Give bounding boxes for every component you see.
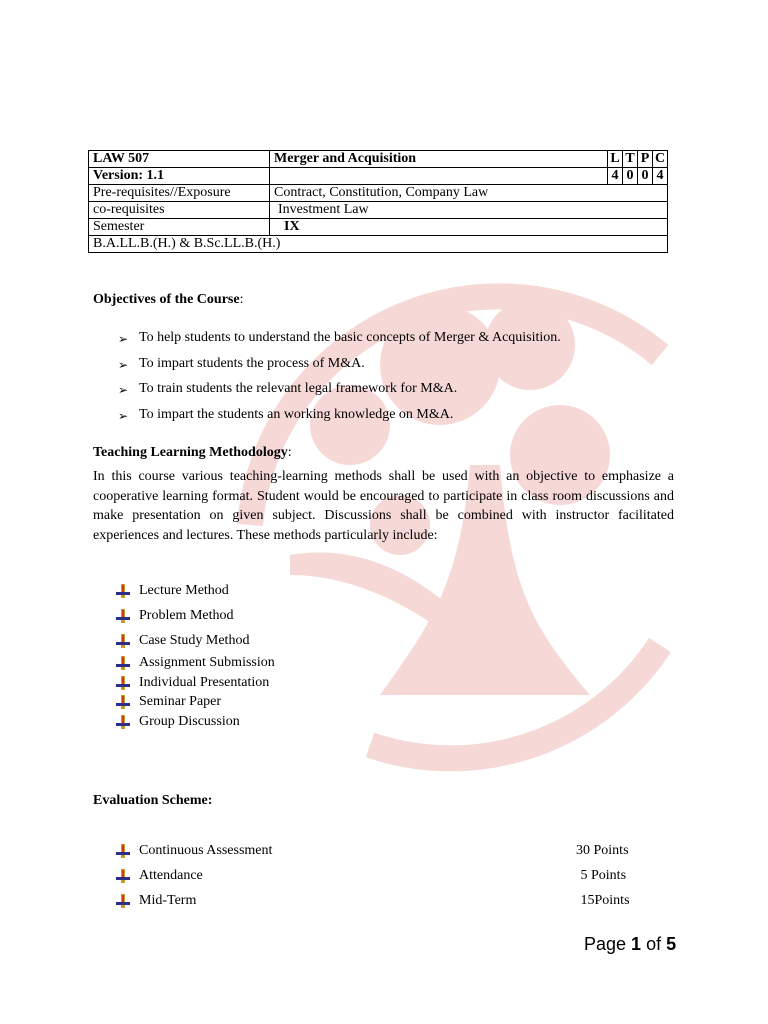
plus-marker-icon [116, 609, 130, 623]
table-row [89, 219, 668, 236]
list-item [118, 330, 561, 356]
heading-colon: : [239, 292, 244, 307]
method-text: Case Study Method [139, 632, 250, 648]
method-text: Problem Method [139, 607, 234, 623]
plus-marker-icon [116, 844, 130, 858]
plus-marker-icon [116, 634, 130, 648]
evaluation-points: 15Points [577, 893, 630, 908]
evaluation-row [116, 893, 646, 909]
prereq-value: Contract, Constitution, Company Law [270, 185, 668, 202]
total-pages: 5 [666, 934, 677, 954]
table-row [89, 151, 668, 168]
arrowhead-icon: ➢ [118, 408, 129, 423]
method-text: Group Discussion [139, 714, 240, 729]
course-version: Version: 1.1 [89, 168, 270, 185]
heading-colon: : [287, 445, 292, 460]
method-text: Assignment Submission [139, 655, 275, 670]
method-text: Seminar Paper [139, 694, 222, 709]
course-title: Merger and Acquisition [270, 151, 608, 168]
page-number [584, 934, 676, 955]
methodology-heading-text: Teaching Learning Methodology [93, 445, 288, 460]
plus-marker-icon [116, 676, 130, 690]
list-item [118, 381, 561, 407]
ltpc-value: 4 [653, 168, 668, 185]
objectives-heading [93, 292, 243, 308]
table-row [89, 202, 668, 219]
plus-marker-icon [116, 894, 130, 908]
programme: B.A.LL.B.(H.) & B.Sc.LL.B.(H.) [89, 236, 668, 253]
evaluation-label: Attendance [139, 868, 203, 883]
ltpc-header: T [623, 151, 638, 168]
evaluation-heading: Evaluation Scheme: [93, 793, 213, 808]
evaluation-label: Mid-Term [139, 893, 197, 908]
methodology-paragraph: In this course various teaching-learning methods shall be used with an objective to emphasize a cooperative learning format. Student would be encouraged to participate in class room discussions and make presentation on given subject. Discussions shall be combined with instructor facilitated experiences and lectures. These methods particularly include: [93, 469, 674, 543]
ltpc-header: P [638, 151, 653, 168]
plus-marker-icon [116, 695, 130, 709]
evaluation-row [116, 843, 646, 859]
coreq-value: Investment Law [270, 202, 668, 219]
list-item [118, 407, 561, 433]
method-text: Individual Presentation [139, 674, 270, 690]
plus-marker-icon [116, 656, 130, 670]
list-item [116, 712, 275, 732]
empty-cell [270, 168, 608, 185]
list-item [116, 578, 275, 603]
objective-text: To impart students the process of M&A. [139, 355, 365, 371]
evaluation-row [116, 868, 646, 884]
objective-text: To train students the relevant legal framework for M&A. [139, 381, 458, 396]
semester-value: IX [270, 219, 668, 236]
course-code: LAW 507 [89, 151, 270, 168]
semester-label: Semester [89, 219, 270, 236]
ltpc-value: 4 [608, 168, 623, 185]
page-separator: of [641, 934, 667, 954]
plus-marker-icon [116, 715, 130, 729]
table-row [89, 236, 668, 253]
methodology-heading [93, 445, 292, 461]
list-item [116, 603, 275, 628]
ltpc-value: 0 [638, 168, 653, 185]
plus-marker-icon [116, 869, 130, 883]
coreq-label: co-requisites [89, 202, 270, 219]
table-row [89, 168, 668, 185]
current-page: 1 [631, 934, 642, 954]
method-text: Lecture Method [139, 582, 229, 598]
arrowhead-icon: ➢ [118, 357, 129, 372]
objective-text: To impart the students an working knowledge on M&A. [139, 406, 454, 422]
course-info-table [88, 150, 668, 253]
methods-list [116, 578, 275, 732]
page-prefix: Page [584, 934, 632, 954]
list-item [116, 673, 275, 692]
objectives-heading-text: Objectives of the Course [93, 292, 240, 307]
list-item [116, 628, 275, 653]
table-row [89, 185, 668, 202]
ltpc-header: L [608, 151, 623, 168]
list-item [116, 692, 275, 712]
list-item [116, 653, 275, 673]
objective-text: To help students to understand the basic concepts of Merger & Acquisition. [139, 330, 561, 345]
evaluation-points: 5 Points [577, 868, 627, 883]
arrowhead-icon: ➢ [118, 383, 129, 397]
ltpc-value: 0 [623, 168, 638, 185]
evaluation-points: 30 Points [576, 843, 629, 858]
plus-marker-icon [116, 584, 130, 598]
arrowhead-icon: ➢ [118, 332, 129, 346]
ltpc-header: C [653, 151, 668, 168]
evaluation-label: Continuous Assessment [139, 843, 273, 858]
prereq-label: Pre-requisites//Exposure [89, 185, 270, 202]
list-item [118, 356, 561, 382]
objectives-list [118, 330, 561, 432]
